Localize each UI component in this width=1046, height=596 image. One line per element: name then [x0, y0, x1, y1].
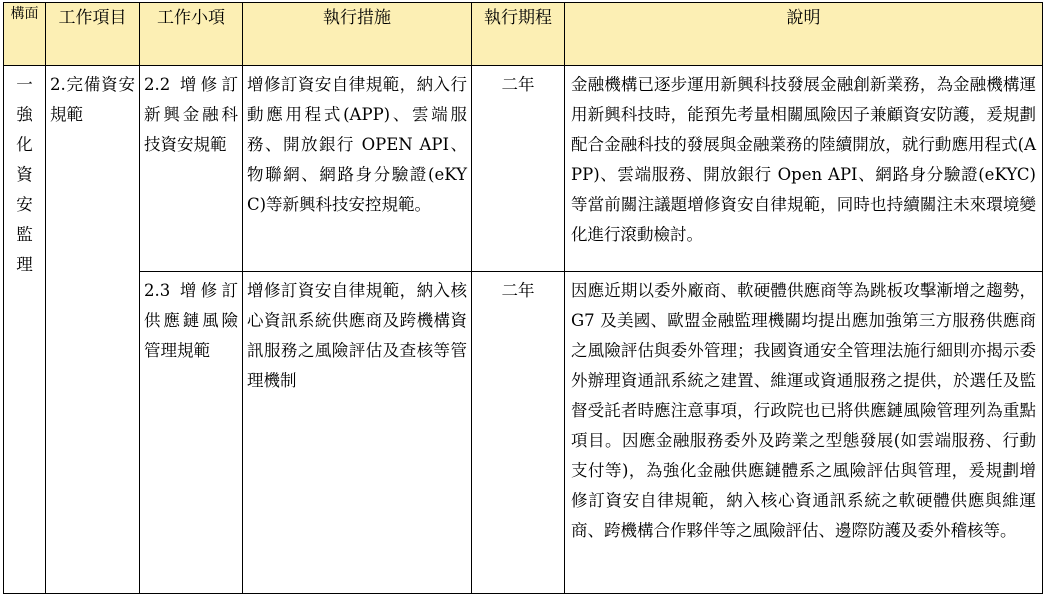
period-text: 二年 [501, 281, 535, 300]
description-cell [565, 272, 1043, 594]
header-period: 執行期程 [472, 3, 565, 66]
table-row [4, 66, 1043, 272]
sub-item-text: 2.2 增修訂新興金融科技資安規範 [144, 75, 238, 154]
description-text: 金融機構已逐步運用新興科技發展金融創新業務，為金融機構運用新興科技時，能預先考量相關風險因子兼顧資安防護，爰規劃配合金融科技的發展與金融業務的陸續開放，就行動應用程式(APP)、雲端服務、開放銀行 Open API、網路身分驗證(eKYC)等當前關注議題增修資安自律規範，同時也持續關注未來環境變化進行滾動檢討。 [571, 75, 1036, 244]
sub-item-cell [140, 272, 243, 594]
period-text: 二年 [501, 75, 535, 94]
action-plan-table [3, 2, 1043, 594]
dimension-cell [4, 66, 46, 594]
measures-text: 增修訂資安自律規範，納入核心資訊系統供應商及跨機構資訊服務之風險評估及查核等管理機制 [247, 281, 467, 390]
dimension-text: 一強化資安監理 [16, 75, 33, 274]
measures-cell [243, 272, 472, 594]
table-row [4, 272, 1043, 594]
sub-item-text: 2.3 增修訂供應鏈風險管理規範 [144, 281, 238, 360]
table-header-row [4, 3, 1043, 66]
period-cell [472, 272, 565, 594]
header-description: 說明 [565, 3, 1043, 66]
measures-cell [243, 66, 472, 272]
header-sub-item: 工作小項 [140, 3, 243, 66]
description-cell [565, 66, 1043, 272]
work-item-text: 2.完備資安規範 [50, 75, 135, 124]
header-dimension: 構面 [4, 3, 46, 66]
measures-text: 增修訂資安自律規範，納入行動應用程式(APP)、雲端服務、開放銀行 OPEN API、物聯網、網路身分驗證(eKYC)等新興科技安控規範。 [247, 75, 467, 214]
work-item-cell [46, 66, 140, 594]
sub-item-cell [140, 66, 243, 272]
description-text: 因應近期以委外廠商、軟硬體供應商等為跳板攻擊漸增之趨勢， G7 及美國、歐盟金融監理機關均提出應加強第三方服務供應商之風險評估與委外管理；我國資通安全管理法施行細則亦揭示委外辦理資通訊系統之建置、維運或資通服務之提供，於選任及監督受託者時應注意事項，行政院也已將供應鏈風險管理列為重點項目。因應金融服務委外及跨業之型態發展(如雲端服務、行動支付等)，為強化金融供應鏈體系之風險評估與管理，爰規劃增修訂資安自律規範，納入核心資通訊系統之軟硬體供應與維運商、跨機構合作夥伴等之風險評估、邊際防護及委外稽核等。 [571, 281, 1036, 540]
header-work-item: 工作項目 [46, 3, 140, 66]
period-cell [472, 66, 565, 272]
header-measures: 執行措施 [243, 3, 472, 66]
